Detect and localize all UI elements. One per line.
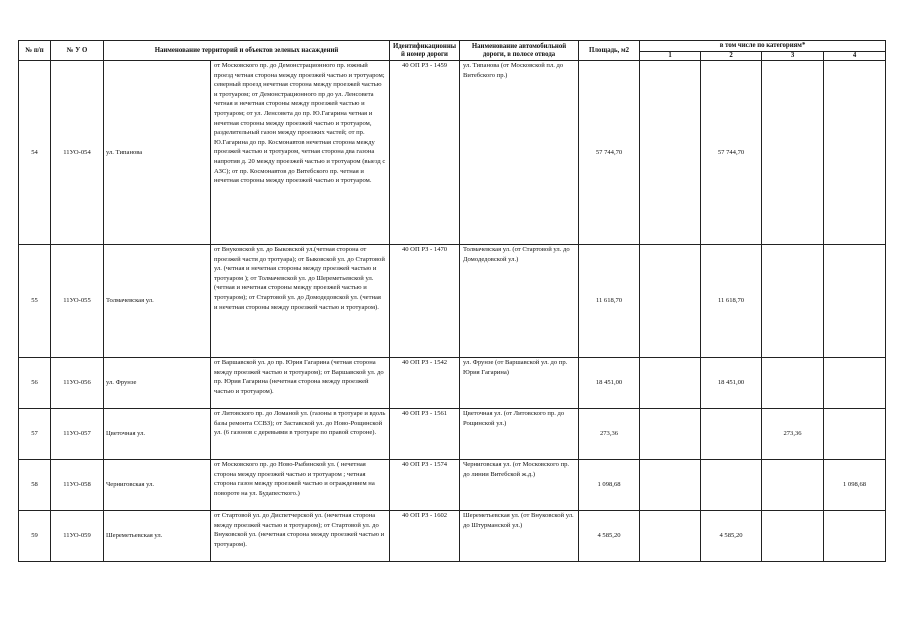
row-cat-1: [640, 245, 701, 358]
row-road-name: Цветочная ул. (от Литовского пр. до Рощинской ул.): [460, 409, 579, 460]
row-cat-2: 57 744,70: [701, 61, 762, 245]
row-cat-2: [701, 460, 762, 511]
header-uo: № У О: [51, 41, 104, 61]
header-name: Наименование территорий и объектов зеленых насаждений: [104, 41, 390, 61]
row-num: 54: [19, 61, 51, 245]
row-cat-1: [640, 409, 701, 460]
row-cat-1: [640, 61, 701, 245]
header-road: Наименование автомобильной дороги, в полосе отвода: [460, 41, 579, 61]
green-spaces-table-sheet: [18, 40, 885, 562]
row-cat-2: 4 585,20: [701, 511, 762, 562]
row-road-name: Черниговская ул. (от Московского пр. до линии Витебской ж.д.): [460, 460, 579, 511]
table-row: [19, 245, 886, 358]
row-object-name: Цветочная ул.: [104, 409, 211, 460]
row-area: 57 744,70: [579, 61, 640, 245]
row-area: 11 618,70: [579, 245, 640, 358]
row-description: от Литовского пр. до Ломаной ул. (газоны в тротуаре и вдоль базы ремонта ССВЗ); от Заставской ул. до Ново-Рощинской ул. (6 газонов с деревьями в тротуаре по правой стороне).: [211, 409, 390, 460]
row-object-name: Толмачевская ул.: [104, 245, 211, 358]
row-cat-1: [640, 460, 701, 511]
header-cat-4: 4: [824, 52, 886, 61]
row-cat-2: [701, 409, 762, 460]
row-cat-3: 273,36: [762, 409, 824, 460]
row-uo-code: 11УО-057: [51, 409, 104, 460]
row-object-name: Шереметьевская ул.: [104, 511, 211, 562]
row-cat-2: 11 618,70: [701, 245, 762, 358]
row-num: 58: [19, 460, 51, 511]
row-cat-4: [824, 61, 886, 245]
header-num: № п/п: [19, 41, 51, 61]
row-road-id: 40 ОП РЗ - 1459: [390, 61, 460, 245]
row-cat-3: [762, 511, 824, 562]
table-row: [19, 409, 886, 460]
row-num: 59: [19, 511, 51, 562]
row-cat-3: [762, 358, 824, 409]
row-cat-4: [824, 511, 886, 562]
row-uo-code: 11УО-054: [51, 61, 104, 245]
row-road-id: 40 ОП РЗ - 1542: [390, 358, 460, 409]
row-object-name: ул. Типанова: [104, 61, 211, 245]
header-road-id: Идентификационный номер дороги: [390, 41, 460, 61]
row-num: 55: [19, 245, 51, 358]
row-cat-4: [824, 358, 886, 409]
row-uo-code: 11УО-055: [51, 245, 104, 358]
table-row: [19, 358, 886, 409]
row-cat-3: [762, 460, 824, 511]
green-spaces-table: [18, 40, 886, 562]
row-cat-4: [824, 245, 886, 358]
row-description: от Варшавской ул. до пр. Юрия Гагарина (четная сторона между проезжей частью и тротуаром); от Варшавской ул. до пр. Юрия Гагарина (нечетная сторона между проезжей частью и тротуаром).: [211, 358, 390, 409]
row-road-id: 40 ОП РЗ - 1574: [390, 460, 460, 511]
row-road-name: Шереметьевская ул. (от Внуковской ул. до Штурманской ул.): [460, 511, 579, 562]
row-num: 56: [19, 358, 51, 409]
header-cat-1: 1: [640, 52, 701, 61]
row-area: 18 451,00: [579, 358, 640, 409]
row-road-name: ул. Фрунзе (от Варшавской ул. до пр. Юрия Гагарина): [460, 358, 579, 409]
row-cat-3: [762, 61, 824, 245]
row-road-name: ул. Типанова (от Московской пл. до Витебского пр.): [460, 61, 579, 245]
row-road-id: 40 ОП РЗ - 1602: [390, 511, 460, 562]
row-description: от Стартовой ул. до Диспетчерской ул. (нечетная сторона между проезжей частью и тротуаром); от Стартовой ул. до Внуковской ул. (нечетная сторона между проезжей частью и тротуаром).: [211, 511, 390, 562]
table-row: [19, 460, 886, 511]
header-cat-3: 3: [762, 52, 824, 61]
header-row-1: [19, 41, 886, 52]
row-uo-code: 11УО-056: [51, 358, 104, 409]
row-object-name: Черниговская ул.: [104, 460, 211, 511]
table-row: [19, 511, 886, 562]
row-cat-1: [640, 358, 701, 409]
row-uo-code: 11УО-058: [51, 460, 104, 511]
row-description: от Московского пр. до Ново-Рыбинской ул. ( нечетная сторона между проезжей частью и тротуаром ; четная сторона газон между проезжей частью и ограждением на повороте на ул. Будапесткого.): [211, 460, 390, 511]
row-description: от Внуковской ул. до Быковской ул.(четная сторона от проезжей части до тротуара); от Быковской ул. до Стартовой ул. (четная и нечетная стороны между проезжей частью и тротуаром ); от Толмачевской ул. до Шереметьевской ул. (четная и нечетная стороны между проезжей частью и тротуаром); от Стартовой ул. до Домодедовской ул. (четная и нечетная стороны между проезжей частью и тротуаром).: [211, 245, 390, 358]
row-cat-4: [824, 409, 886, 460]
row-road-id: 40 ОП РЗ - 1470: [390, 245, 460, 358]
row-road-id: 40 ОП РЗ - 1561: [390, 409, 460, 460]
row-cat-3: [762, 245, 824, 358]
row-road-name: Толмачевская ул. (от Стартовой ул. до Домодедовской ул.): [460, 245, 579, 358]
row-uo-code: 11УО-059: [51, 511, 104, 562]
row-cat-1: [640, 511, 701, 562]
row-cat-2: 18 451,00: [701, 358, 762, 409]
row-area: 1 098,68: [579, 460, 640, 511]
table-row: [19, 61, 886, 245]
header-cat-2: 2: [701, 52, 762, 61]
row-description: от Московского пр. до Демонстрационного пр. южный проезд четная сторона между проезжей частью и тротуаром; северный проезд нечетная сторона между проезжей частью и тротуаром; от Демонстрационного пр до ул. Ленсовета четная и нечетная стороны между проезжей частью и тротуаром; от ул. Ленсовета до пр. Ю.Гагарина четная и нечетная стороны между проезжей частью и тротуаром, разделительный газон между проезжих частей; от пр. Ю.Гагарина до пр. Космонавтов нечетная сторона между проезжей частью и тротуаром, четная сторона два газона напротив д. 20 между проезжей частью и тротуаром (выезд с АЗС); от пр. Космонавтов до Витебского пр. четная и нечетная стороны между проезжей частью и тротуаром.: [211, 61, 390, 245]
row-cat-4: 1 098,68: [824, 460, 886, 511]
row-num: 57: [19, 409, 51, 460]
row-area: 4 585,20: [579, 511, 640, 562]
row-area: 273,36: [579, 409, 640, 460]
row-object-name: ул. Фрунзе: [104, 358, 211, 409]
header-categories: в том числе по категориям*: [640, 41, 886, 52]
header-area: Площадь, м2: [579, 41, 640, 61]
